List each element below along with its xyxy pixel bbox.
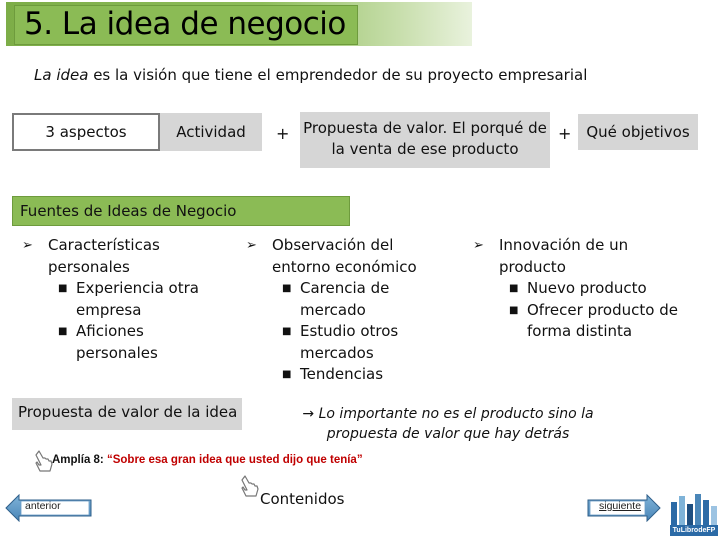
next-button[interactable] [587, 494, 661, 522]
source-title [246, 235, 456, 278]
subtitle-emphasis: La idea [34, 66, 89, 84]
square-bullet-icon: ■ [509, 283, 519, 294]
list-item-text: Aficiones personales [76, 322, 158, 362]
list-item [42, 278, 222, 321]
source-title-text: Innovación de un producto [499, 236, 629, 276]
square-bullet-icon: ■ [282, 326, 292, 337]
source-title [473, 235, 693, 278]
list-item-text: Tendencias [300, 365, 384, 383]
sources-heading: Fuentes de Ideas de Negocio [12, 196, 350, 226]
aspects-label-box: 3 aspectos [12, 113, 160, 151]
logo-text: TuLibrodeFP [670, 525, 718, 536]
list-item-text: Experiencia otra empresa [76, 279, 199, 319]
arrow-bullet-icon: ➢ [22, 238, 33, 253]
square-bullet-icon: ■ [58, 283, 68, 294]
arrow-bullet-icon: ➢ [473, 238, 484, 253]
list-item [266, 364, 456, 386]
source-column-personal [22, 235, 222, 364]
list-item [493, 278, 693, 300]
plus-sign: + [276, 124, 290, 143]
list-item [266, 278, 456, 321]
arrow-bullet-icon: ➢ [246, 238, 257, 253]
list-item-text: Nuevo producto [527, 279, 647, 297]
square-bullet-icon: ■ [58, 326, 68, 337]
activity-box: Actividad [160, 113, 262, 151]
amplia-link[interactable] [52, 454, 363, 466]
list-item-text: Estudio otros mercados [300, 322, 399, 362]
value-proposition-box: Propuesta de valor. El porqué de la venta de ese producto [300, 112, 550, 168]
amplia-quote: “Sobre esa gran idea que usted dijo que tenía” [106, 454, 363, 466]
square-bullet-icon: ■ [282, 369, 292, 380]
value-proposition-idea-box: Propuesta de valor de la idea [12, 398, 242, 430]
subtitle [34, 66, 587, 84]
tulibrodefp-logo [670, 492, 718, 536]
page-title: 5. La idea de negocio [24, 6, 346, 42]
source-column-environment [246, 235, 456, 386]
title-bar [6, 2, 472, 46]
source-title-text: Observación del entorno económico [272, 236, 417, 276]
source-title [22, 235, 222, 278]
important-note [268, 404, 628, 444]
contents-link[interactable]: Contenidos [260, 490, 345, 508]
important-note-text: Lo importante no es el producto sino la propuesta de valor que hay detrás [318, 406, 594, 442]
objectives-box: Qué objetivos [578, 114, 698, 150]
next-label: siguiente [599, 500, 642, 512]
source-column-innovation [473, 235, 693, 343]
square-bullet-icon: ■ [282, 283, 292, 294]
list-item-text: Carencia de mercado [300, 279, 390, 319]
right-arrow-icon: → [302, 406, 319, 422]
previous-button[interactable] [5, 494, 93, 522]
amplia-label: Amplía 8: [52, 454, 107, 466]
list-item [42, 321, 222, 364]
logo-bars-icon [670, 492, 718, 526]
square-bullet-icon: ■ [509, 304, 519, 316]
list-item [266, 321, 456, 364]
previous-label: anterior [25, 500, 61, 512]
plus-sign: + [558, 124, 572, 143]
list-item-text: Ofrecer producto de forma distinta [527, 300, 678, 340]
list-item [493, 300, 693, 343]
subtitle-rest: es la visión que tiene el emprendedor de su proyecto empresarial [88, 66, 588, 84]
source-title-text: Características personales [48, 236, 160, 276]
